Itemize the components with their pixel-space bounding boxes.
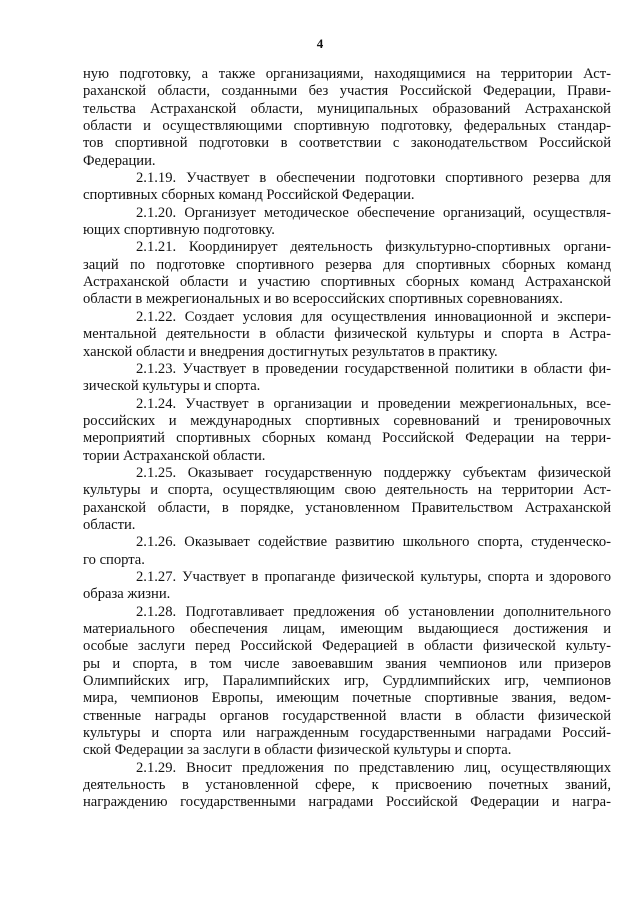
text-line: раханской области, в порядке, установленном Правительством Астраханской xyxy=(83,499,611,516)
text-line: 2.1.26. Оказывает содействие развитию школьного спорта, студенческо- xyxy=(136,534,611,551)
text-line: награждению государственными наградами Российской Федерации и награ- xyxy=(83,794,611,811)
page-number: 4 xyxy=(316,36,324,51)
text-line: 2.1.25. Оказывает государственную поддержку субъектам физической xyxy=(136,464,611,481)
text-line: 2.1.29. Вносит предложения по представлению лиц, осуществляющих xyxy=(136,759,611,776)
text-line: 2.1.22. Создает условия для осуществления инновационной и экспери- xyxy=(136,308,611,325)
text-line: ющих спортивную подготовку. xyxy=(83,222,275,239)
text-line: 2.1.27. Участвует в пропаганде физической культуры, спорта и здорового xyxy=(136,568,611,585)
text-line: 2.1.24. Участвует в организации и проведении межрегиональных, все- xyxy=(136,395,611,412)
text-line: особые заслуги перед Российской Федерацией в области физической культу- xyxy=(83,638,611,655)
text-line: мира, чемпионов Европы, имеющим почетные спортивные звания, ведом- xyxy=(83,690,611,707)
text-line: Олимпийских игр, Паралимпийских игр, Сурдлимпийских игр, чемпионов xyxy=(83,673,611,690)
text-line: ментальной деятельности в области физической культуры и спорта в Астра- xyxy=(83,326,611,343)
text-line: го спорта. xyxy=(83,551,145,568)
text-line: деятельность в установленной сфере, к присвоению почетных званий, xyxy=(83,777,611,794)
text-line: образа жизни. xyxy=(83,586,171,603)
text-line: зической культуры и спорта. xyxy=(83,378,261,395)
text-line: мероприятий спортивных сборных команд Российской Федерации на терри- xyxy=(83,430,611,447)
text-line: 2.1.21. Координирует деятельность физкультурно-спортивных органи- xyxy=(136,239,611,256)
text-line: Астраханской области и участию спортивных сборных команд Астраханской xyxy=(83,274,611,291)
text-line: 2.1.20. Организует методическое обеспечение организаций, осуществля- xyxy=(136,204,611,221)
text-line: 2.1.23. Участвует в проведении государственной политики в области фи- xyxy=(136,360,611,377)
text-line: спортивных сборных команд Российской Федерации. xyxy=(83,187,415,204)
text-line: области. xyxy=(83,516,136,533)
text-line: культуры и спорта или награжденным государственными наградами Россий- xyxy=(83,725,611,742)
text-line: 2.1.19. Участвует в обеспечении подготовки спортивного резерва для xyxy=(136,170,611,187)
text-line: культуры и спорта, осуществляющим свою деятельность на территории Аст- xyxy=(83,482,611,499)
text-line: области в межрегиональных и во всероссийских спортивных соревнованиях. xyxy=(83,291,563,308)
document-body xyxy=(83,66,611,812)
text-line: раханской области, созданными без участия Российской Федерации, Прави- xyxy=(83,83,611,100)
text-line: тельства Астраханской области, муниципальных образований Астраханской xyxy=(83,100,611,117)
text-line: ры и спорта, в том числе завоевавшим звания чемпионов или призеров xyxy=(83,655,611,672)
text-line: ской Федерации за заслуги в области физической культуры и спорта. xyxy=(83,742,512,759)
text-line: материального обеспечения лицам, имеющим выдающиеся достижения и xyxy=(83,621,611,637)
text-line: ную подготовку, а также организациями, находящимися на территории Аст- xyxy=(83,66,611,82)
text-line: ственные награды органов государственной власти в области физической xyxy=(83,707,611,724)
text-line: области и осуществляющими спортивную подготовку, федеральных стандар- xyxy=(83,118,611,135)
text-line: российских и международных спортивных соревнований и тренировочных xyxy=(83,412,611,429)
text-line: Федерации. xyxy=(83,152,156,169)
text-line: ханской области и внедрения достигнутых результатов в практику. xyxy=(83,343,498,360)
text-line: тории Астраханской области. xyxy=(83,447,266,464)
text-line: заций по подготовке спортивного резерва для спортивных сборных команд xyxy=(83,256,611,273)
text-line: тов спортивной подготовки в соответствии с законодательством Российской xyxy=(83,135,611,152)
text-line: 2.1.28. Подготавливает предложения об установлении дополнительного xyxy=(136,603,611,620)
